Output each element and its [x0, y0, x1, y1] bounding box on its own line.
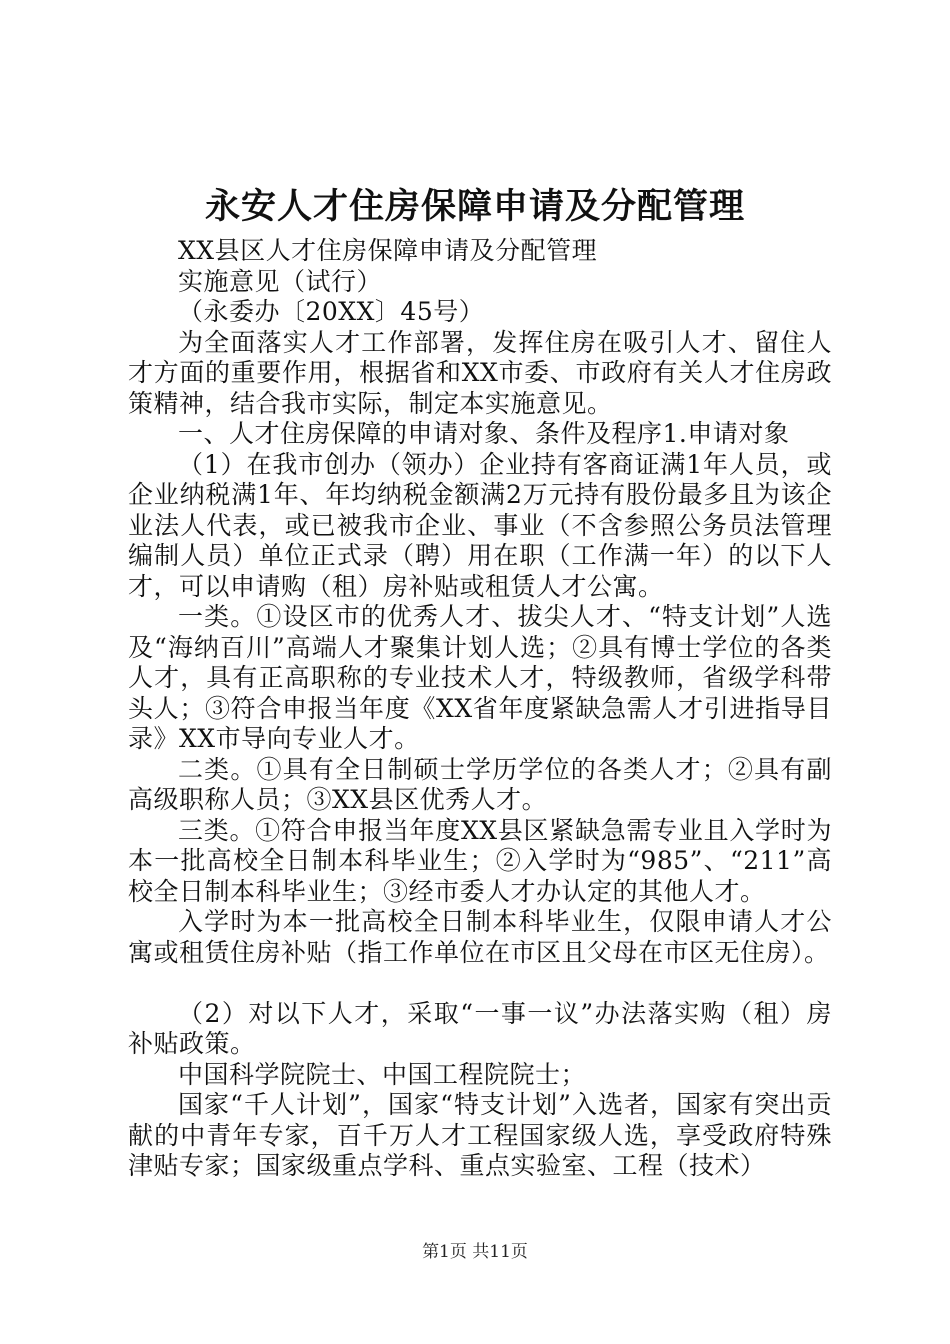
paragraph: 二类。①具有全日制硕士学历学位的各类人才；②具有副高级职称人员；③XX县区优秀人才。 — [128, 754, 832, 814]
paragraph: 一、人才住房保障的申请对象、条件及程序1.申请对象 — [178, 419, 790, 448]
paragraph: （1）在我市创办（领办）企业持有客商证满1年人员，或企业纳税满1年、年均纳税金额满2万元持有股份最多且为该企业法人代表，或已被我市企业、事业（不含参照公务员法管理编制人员）单位正式录（聘）用在职（工作满一年）的以下人才，可以申请购（租）房补贴或租赁人才公寓。 — [128, 449, 832, 601]
document-body — [128, 236, 832, 1182]
paragraph: （永委办〔20XX〕45号） — [178, 297, 485, 326]
document-title: 永安人才住房保障申请及分配管理 — [204, 186, 745, 227]
paragraph: （2）对以下人才，采取“一事一议”办法落实购（租）房补贴政策。 — [128, 998, 832, 1058]
blank-line — [128, 968, 832, 999]
page-footer: 第1页 共11页 — [422, 1242, 528, 1262]
paragraph: 三类。①符合申报当年度XX县区紧缺急需专业且入学时为本一批高校全日制本科毕业生；②入学时为“985”、“211”高校全日制本科毕业生；③经市委人才办认定的其他人才。 — [128, 815, 832, 906]
paragraph: 为全面落实人才工作部署，发挥住房在吸引人才、留住人才方面的重要作用，根据省和XX市委、市政府有关人才住房政策精神，结合我市实际，制定本实施意见。 — [128, 327, 832, 418]
paragraph: 一类。①设区市的优秀人才、拔尖人才、“特支计划”人选及“海纳百川”高端人才聚集计划人选；②具有博士学位的各类人才，具有正高职称的专业技术人才，特级教师，省级学科带头人；③符合申报当年度《XX省年度紧缺急需人才引进指导目录》XX市导向专业人才。 — [128, 602, 832, 753]
paragraph: 实施意见（试行） — [178, 266, 383, 296]
paragraph: 国家“千人计划”，国家“特支计划”入选者，国家有突出贡献的中青年专家，百千万人才工程国家级人选，享受政府特殊津贴专家；国家级重点学科、重点实验室、工程（技术） — [128, 1090, 832, 1180]
paragraph: 入学时为本一批高校全日制本科毕业生，仅限申请人才公寓或租赁住房补贴（指工作单位在市区且父母在市区无住房）。 — [128, 907, 832, 967]
paragraph: XX县区人才住房保障申请及分配管理 — [178, 236, 598, 265]
paragraph: 中国科学院院士、中国工程院院士； — [178, 1059, 587, 1089]
